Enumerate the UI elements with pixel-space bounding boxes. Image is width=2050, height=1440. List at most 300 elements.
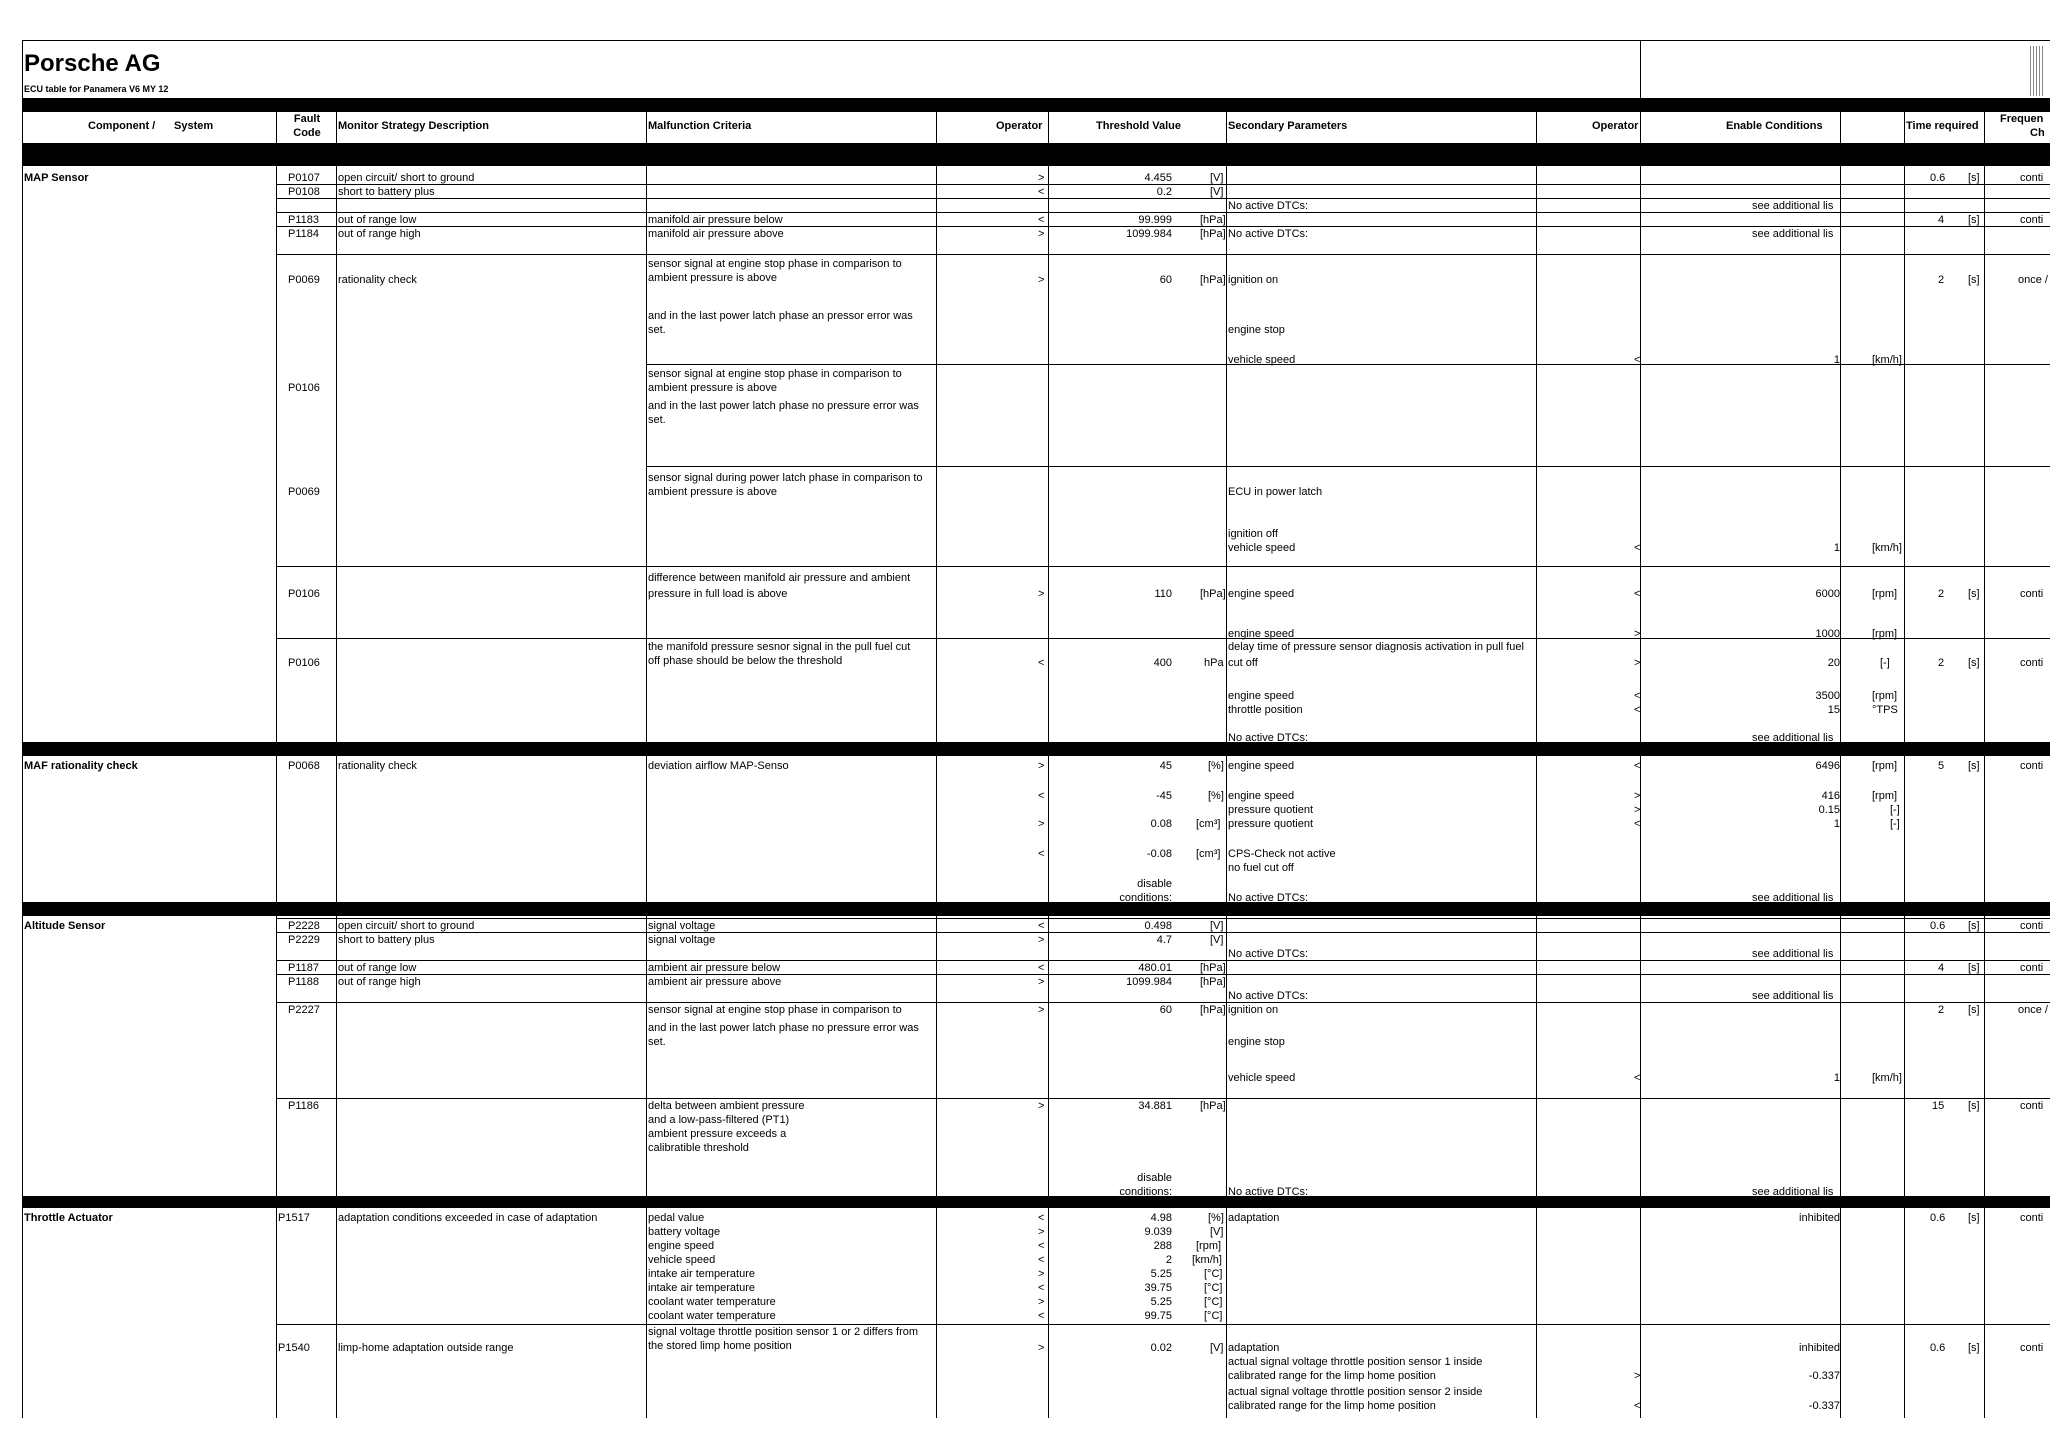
table-cell: [hPa] — [1200, 962, 1226, 974]
table-cell: 39.75 — [1144, 1282, 1172, 1294]
table-cell: the stored limp home position — [648, 1340, 792, 1352]
table-cell: P0069 — [288, 486, 320, 498]
table-cell: see additional lis — [1752, 732, 1834, 744]
table-cell: [s] — [1968, 1342, 1980, 1354]
table-cell: P0106 — [288, 382, 320, 394]
table-cell: < — [1038, 214, 1045, 226]
table-cell: [V] — [1210, 920, 1224, 932]
table-cell: P0108 — [288, 186, 320, 198]
table-cell: 60 — [1159, 274, 1172, 286]
table-cell: ECU in power latch — [1228, 486, 1323, 498]
table-cell: calibrated range for the limp home position — [1228, 1400, 1436, 1412]
col-header-frequency: Frequen — [2000, 113, 2044, 125]
table-cell: < — [1038, 186, 1045, 198]
table-cell: 0.6 — [1930, 1212, 1946, 1224]
table-cell: coolant water temperature — [648, 1310, 776, 1322]
table-cell: < — [1634, 542, 1641, 554]
table-cell: > — [1038, 228, 1045, 240]
table-cell: [hPa] — [1200, 976, 1226, 988]
table-cell: ambient pressure exceeds a — [648, 1128, 787, 1140]
table-cell: > — [1038, 818, 1045, 830]
table-cell: actual signal voltage throttle position sensor 1 inside — [1228, 1356, 1483, 1368]
col-header-malfunction: Malfunction Criteria — [648, 120, 752, 132]
table-cell: delta between ambient pressure — [648, 1100, 805, 1112]
table-cell: > — [1634, 790, 1641, 802]
table-cell: 0.6 — [1930, 172, 1946, 184]
col-header-time: Time required — [1906, 120, 1979, 132]
table-cell: engine stop — [1228, 324, 1285, 336]
table-cell: 2 — [1938, 657, 1945, 669]
table-cell: ignition on — [1228, 1004, 1279, 1016]
table-cell: see additional lis — [1752, 228, 1834, 240]
table-cell: conditions: — [1119, 1186, 1172, 1198]
table-cell: once / — [2018, 1004, 2048, 1016]
table-cell: open circuit/ short to ground — [338, 172, 475, 184]
table-cell: limp-home adaptation outside range — [338, 1342, 514, 1354]
header-divider-line — [1640, 40, 1641, 98]
table-cell: 2 — [1938, 274, 1945, 286]
table-cell: [°C] — [1204, 1268, 1223, 1280]
table-cell: sensor signal at engine stop phase in comparison to — [648, 1004, 902, 1016]
table-cell: [s] — [1968, 657, 1980, 669]
table-cell: < — [1038, 920, 1045, 932]
table-cell: [s] — [1968, 1004, 1980, 1016]
table-cell: ambient air pressure above — [648, 976, 782, 988]
table-cell: 0.08 — [1150, 818, 1172, 830]
table-cell: 0.02 — [1150, 1342, 1172, 1354]
table-cell: conti — [2020, 588, 2044, 600]
table-cell: short to battery plus — [338, 186, 435, 198]
table-cell: engine speed — [1228, 790, 1295, 802]
table-cell: MAF rationality check — [24, 760, 138, 772]
table-cell: [s] — [1968, 274, 1980, 286]
table-cell: manifold air pressure above — [648, 228, 784, 240]
table-cell: 1 — [1833, 818, 1840, 830]
table-cell: no fuel cut off — [1228, 862, 1294, 874]
table-cell: see additional lis — [1752, 1186, 1834, 1198]
table-cell: > — [1634, 657, 1641, 669]
col-header-component: Component / — [88, 120, 156, 132]
table-cell: 5.25 — [1150, 1268, 1172, 1280]
table-cell: > — [1634, 804, 1641, 816]
table-cell: delay time of pressure sensor diagnosis activation in pull fuel — [1228, 641, 1524, 653]
table-cell: 9.039 — [1144, 1226, 1172, 1238]
table-cell: [km/h] — [1192, 1254, 1222, 1266]
col-header-fault: Fault — [293, 113, 321, 125]
table-cell: -0.337 — [1808, 1370, 1840, 1382]
table-cell: 60 — [1159, 1004, 1172, 1016]
table-cell: 2 — [1938, 588, 1945, 600]
table-cell: > — [1038, 976, 1045, 988]
table-cell: [s] — [1968, 962, 1980, 974]
table-cell: 0.2 — [1156, 186, 1172, 198]
table-cell: set. — [648, 1036, 666, 1048]
table-cell: [-] — [1880, 657, 1890, 669]
table-cell: 4 — [1938, 962, 1945, 974]
table-cell: the manifold pressure sesnor signal in the pull fuel cut — [648, 641, 911, 653]
table-cell: < — [1634, 704, 1641, 716]
table-cell: < — [1038, 848, 1045, 860]
table-cell: 0.15 — [1818, 804, 1840, 816]
table-cell: conti — [2020, 1212, 2044, 1224]
col-header-enable: Enable Conditions — [1726, 120, 1823, 132]
table-cell: [°C] — [1204, 1282, 1223, 1294]
table-cell: off phase should be below the threshold — [648, 655, 843, 667]
table-cell: > — [1038, 172, 1045, 184]
table-cell: P1183 — [288, 214, 319, 226]
table-cell: < — [1038, 657, 1045, 669]
table-cell: [s] — [1968, 920, 1980, 932]
col-header-system: System — [174, 120, 214, 132]
table-cell: inhibited — [1799, 1342, 1840, 1354]
table-cell: coolant water temperature — [648, 1296, 776, 1308]
column-line — [1984, 112, 1985, 1418]
column-line — [1536, 112, 1537, 1418]
table-cell: and a low-pass-filtered (PT1) — [648, 1114, 790, 1126]
table-cell: P1517 — [278, 1212, 310, 1224]
table-cell: 4.455 — [1144, 172, 1172, 184]
table-cell: < — [1634, 760, 1641, 772]
table-cell: > — [1038, 1004, 1045, 1016]
table-cell: P0069 — [288, 274, 320, 286]
table-cell: signal voltage throttle position sensor 1 or 2 differs from — [648, 1326, 919, 1338]
col-header-code: Code — [293, 127, 321, 139]
table-cell: 1 — [1833, 354, 1840, 366]
table-cell: [cm³] — [1196, 848, 1221, 860]
table-cell: set. — [648, 324, 666, 336]
col-header-operator: Operator — [996, 120, 1043, 132]
table-cell: 15 — [1827, 704, 1840, 716]
table-cell: out of range high — [338, 976, 421, 988]
table-cell: disable — [1137, 1172, 1172, 1184]
table-cell: 45 — [1159, 760, 1172, 772]
document-subtitle: ECU table for Panamera V6 MY 12 — [24, 84, 169, 94]
table-cell: < — [1038, 1310, 1045, 1322]
table-cell: [-] — [1890, 818, 1900, 830]
table-cell: once / — [2018, 274, 2048, 286]
table-cell: < — [1038, 1282, 1045, 1294]
row-line — [646, 466, 2050, 467]
column-line — [936, 112, 937, 1418]
table-cell: -0.08 — [1146, 848, 1172, 860]
table-cell: [rpm] — [1872, 628, 1898, 640]
table-cell: 416 — [1821, 790, 1840, 802]
table-cell: engine speed — [648, 1240, 715, 1252]
table-cell: battery voltage — [648, 1226, 721, 1238]
table-cell: > — [1634, 1370, 1641, 1382]
table-cell: conti — [2020, 657, 2044, 669]
table-cell: No active DTCs: — [1228, 892, 1309, 904]
table-cell: sensor signal at engine stop phase in comparison to — [648, 258, 902, 270]
table-cell: 480.01 — [1138, 962, 1172, 974]
table-cell: conti — [2020, 920, 2044, 932]
table-cell: 1099.984 — [1126, 228, 1172, 240]
row-line — [276, 254, 2050, 255]
table-cell: < — [1038, 1240, 1045, 1252]
table-cell: 400 — [1153, 657, 1172, 669]
table-cell: > — [1038, 934, 1045, 946]
table-cell: conti — [2020, 962, 2044, 974]
table-cell: vehicle speed — [1228, 542, 1296, 554]
row-line — [276, 566, 2050, 567]
table-cell: signal voltage — [648, 920, 716, 932]
table-cell: > — [1634, 628, 1641, 640]
table-cell: 1099.984 — [1126, 976, 1172, 988]
table-cell: < — [1038, 1254, 1045, 1266]
table-cell: 2 — [1938, 1004, 1945, 1016]
table-cell: engine speed — [1228, 628, 1295, 640]
table-cell: < — [1634, 818, 1641, 830]
column-line — [1048, 112, 1049, 1418]
table-cell: see additional lis — [1752, 948, 1834, 960]
table-cell: [s] — [1968, 1212, 1980, 1224]
table-cell: engine speed — [1228, 588, 1295, 600]
table-cell: disable — [1137, 878, 1172, 890]
table-cell: engine speed — [1228, 760, 1295, 772]
table-cell: < — [1038, 962, 1045, 974]
col-header-threshold: Threshold Value — [1096, 120, 1181, 132]
table-cell: > — [1038, 1100, 1045, 1112]
table-cell: ignition off — [1228, 528, 1278, 540]
table-cell: > — [1038, 760, 1045, 772]
table-cell: P2227 — [288, 1004, 320, 1016]
table-cell: sensor signal during power latch phase in comparison to — [648, 472, 923, 484]
table-cell: > — [1038, 1226, 1045, 1238]
table-cell: 0.498 — [1144, 920, 1172, 932]
table-cell: P0068 — [288, 760, 320, 772]
table-cell: P1184 — [288, 228, 319, 240]
table-cell: conti — [2020, 214, 2044, 226]
table-cell: 4 — [1938, 214, 1945, 226]
table-cell: MAP Sensor — [24, 172, 89, 184]
table-cell: ignition on — [1228, 274, 1279, 286]
table-cell: > — [1038, 1268, 1045, 1280]
table-cell: > — [1038, 1296, 1045, 1308]
table-cell: > — [1038, 274, 1045, 286]
table-cell: short to battery plus — [338, 934, 435, 946]
table-cell: < — [1634, 1400, 1641, 1412]
table-cell: [V] — [1210, 1226, 1224, 1238]
section-band — [22, 144, 2050, 166]
table-cell: pressure in full load is above — [648, 588, 788, 600]
table-cell: 20 — [1827, 657, 1840, 669]
table-cell: and in the last power latch phase an pressor error was — [648, 310, 913, 322]
table-cell: 4.98 — [1150, 1212, 1172, 1224]
table-cell: 0.6 — [1930, 1342, 1946, 1354]
row-line — [276, 1098, 2050, 1099]
table-cell: calibratible threshold — [648, 1142, 749, 1154]
table-cell: cut off — [1228, 657, 1258, 669]
table-cell: adaptation — [1228, 1212, 1280, 1224]
column-line — [646, 112, 647, 1418]
porsche-logo-icon — [2030, 46, 2044, 96]
table-cell: CPS-Check not active — [1228, 848, 1336, 860]
table-cell: < — [1634, 690, 1641, 702]
table-cell: No active DTCs: — [1228, 948, 1309, 960]
table-cell: No active DTCs: — [1228, 732, 1309, 744]
table-cell: conti — [2020, 1100, 2044, 1112]
table-cell: [rpm] — [1872, 588, 1898, 600]
table-cell: out of range low — [338, 214, 417, 226]
table-cell: rationality check — [338, 760, 417, 772]
table-cell: intake air temperature — [648, 1268, 755, 1280]
table-cell: 0.6 — [1930, 920, 1946, 932]
col-header-secondary: Secondary Parameters — [1228, 120, 1348, 132]
table-cell: pedal value — [648, 1212, 705, 1224]
table-cell: actual signal voltage throttle position sensor 2 inside — [1228, 1386, 1483, 1398]
table-cell: adaptation conditions exceeded in case of adaptation — [338, 1212, 598, 1224]
table-cell: > — [1038, 1342, 1045, 1354]
table-cell: > — [1038, 588, 1045, 600]
table-cell: P0106 — [288, 588, 320, 600]
table-cell: vehicle speed — [1228, 354, 1296, 366]
table-cell: 288 — [1153, 1240, 1172, 1252]
table-cell: out of range high — [338, 228, 421, 240]
table-cell: [V] — [1210, 172, 1224, 184]
table-cell: engine speed — [1228, 690, 1295, 702]
table-cell: [s] — [1968, 760, 1980, 772]
table-cell: open circuit/ short to ground — [338, 920, 475, 932]
table-cell: P0107 — [288, 172, 320, 184]
table-cell: see additional lis — [1752, 990, 1834, 1002]
table-cell: [%] — [1208, 1212, 1224, 1224]
table-cell: ambient air pressure below — [648, 962, 781, 974]
table-cell: [rpm] — [1872, 690, 1898, 702]
row-line — [276, 1324, 2050, 1325]
table-cell: conti — [2020, 172, 2044, 184]
table-cell: 34.881 — [1138, 1100, 1172, 1112]
table-cell: [%] — [1208, 790, 1224, 802]
table-cell: 5 — [1938, 760, 1945, 772]
section-band — [22, 902, 2050, 916]
table-cell: [rpm] — [1872, 790, 1898, 802]
table-cell: ambient pressure is above — [648, 382, 778, 394]
table-cell: -45 — [1156, 790, 1172, 802]
table-cell: pressure quotient — [1228, 818, 1313, 830]
table-cell: see additional lis — [1752, 200, 1834, 212]
table-cell: < — [1634, 354, 1641, 366]
section-band — [22, 742, 2050, 756]
table-cell: P1187 — [288, 962, 319, 974]
table-cell: [s] — [1968, 172, 1980, 184]
table-cell: -0.337 — [1808, 1400, 1840, 1412]
table-cell: < — [1038, 1212, 1045, 1224]
table-cell: 3500 — [1815, 690, 1840, 702]
table-cell: [V] — [1210, 934, 1224, 946]
column-line — [336, 112, 337, 1418]
row-line — [276, 918, 2050, 919]
table-cell: signal voltage — [648, 934, 716, 946]
table-cell: see additional lis — [1752, 892, 1834, 904]
table-cell: [s] — [1968, 1100, 1980, 1112]
table-cell: conti — [2020, 1342, 2044, 1354]
col-header-monitor: Monitor Strategy Description — [338, 120, 489, 132]
table-cell: [hPa] — [1200, 588, 1226, 600]
column-line — [1840, 112, 1841, 1418]
table-cell: No active DTCs: — [1228, 200, 1309, 212]
table-cell: P2228 — [288, 920, 320, 932]
table-cell: and in the last power latch phase no pressure error was — [648, 400, 919, 412]
table-cell: engine stop — [1228, 1036, 1285, 1048]
table-cell: rationality check — [338, 274, 417, 286]
table-cell: 99.999 — [1138, 214, 1172, 226]
table-cell: < — [1634, 588, 1641, 600]
table-cell: conditions: — [1119, 892, 1172, 904]
table-cell: [km/h] — [1872, 1072, 1902, 1084]
table-cell: deviation airflow MAP-Senso — [648, 760, 789, 772]
column-line — [1226, 112, 1227, 1418]
table-cell: sensor signal at engine stop phase in comparison to — [648, 368, 902, 380]
table-cell: [V] — [1210, 1342, 1224, 1354]
table-cell: [hPa] — [1200, 1100, 1226, 1112]
table-cell: 6000 — [1815, 588, 1840, 600]
table-cell: [°C] — [1204, 1310, 1223, 1322]
table-cell: set. — [648, 414, 666, 426]
table-cell: [hPa] — [1200, 214, 1226, 226]
table-cell: pressure quotient — [1228, 804, 1313, 816]
table-cell: 1000 — [1815, 628, 1840, 640]
table-cell: 1 — [1833, 1072, 1840, 1084]
table-cell: out of range low — [338, 962, 417, 974]
table-cell: 6496 — [1815, 760, 1840, 772]
company-title: Porsche AG — [24, 50, 161, 77]
table-cell: [V] — [1210, 186, 1224, 198]
table-cell: [hPa] — [1200, 228, 1226, 240]
table-cell: Altitude Sensor — [24, 920, 106, 932]
table-cell: inhibited — [1799, 1212, 1840, 1224]
table-cell: [rpm] — [1196, 1240, 1222, 1252]
col-header-operator2: Operator — [1592, 120, 1639, 132]
table-cell: 15 — [1932, 1100, 1945, 1112]
table-cell: 5.25 — [1150, 1296, 1172, 1308]
table-cell: vehicle speed — [648, 1254, 716, 1266]
table-cell: ambient pressure is above — [648, 272, 778, 284]
table-cell: conti — [2020, 760, 2044, 772]
table-cell: ambient pressure is above — [648, 486, 778, 498]
table-cell: 110 — [1154, 588, 1172, 600]
table-cell: P2229 — [288, 934, 320, 946]
table-cell: throttle position — [1228, 704, 1303, 716]
table-cell: [°C] — [1204, 1296, 1223, 1308]
column-line — [276, 112, 277, 1418]
table-cell: Throttle Actuator — [24, 1212, 113, 1224]
table-cell: P1186 — [288, 1100, 319, 1112]
table-cell: P1188 — [288, 976, 319, 988]
table-cell: [rpm] — [1872, 760, 1898, 772]
table-cell: °TPS — [1872, 704, 1898, 716]
table-cell: [%] — [1208, 760, 1224, 772]
table-cell: No active DTCs: — [1228, 228, 1309, 240]
table-cell: P1540 — [278, 1342, 310, 1354]
table-cell: calibrated range for the limp home position — [1228, 1370, 1436, 1382]
table-cell: [s] — [1968, 588, 1980, 600]
table-cell: adaptation — [1228, 1342, 1280, 1354]
table-cell: [s] — [1968, 214, 1980, 226]
table-cell: No active DTCs: — [1228, 990, 1309, 1002]
table-cell: [km/h] — [1872, 542, 1902, 554]
table-cell: intake air temperature — [648, 1282, 755, 1294]
table-cell: 2 — [1165, 1254, 1172, 1266]
table-cell: [km/h] — [1872, 354, 1902, 366]
section-band — [22, 1196, 2050, 1208]
table-cell: [cm³] — [1196, 818, 1221, 830]
table-cell: hPa — [1204, 657, 1224, 669]
column-line — [1904, 112, 1905, 1418]
row-line — [276, 638, 2050, 639]
table-cell: vehicle speed — [1228, 1072, 1296, 1084]
table-cell: < — [1634, 1072, 1641, 1084]
table-cell: difference between manifold air pressure and ambient — [648, 572, 911, 584]
